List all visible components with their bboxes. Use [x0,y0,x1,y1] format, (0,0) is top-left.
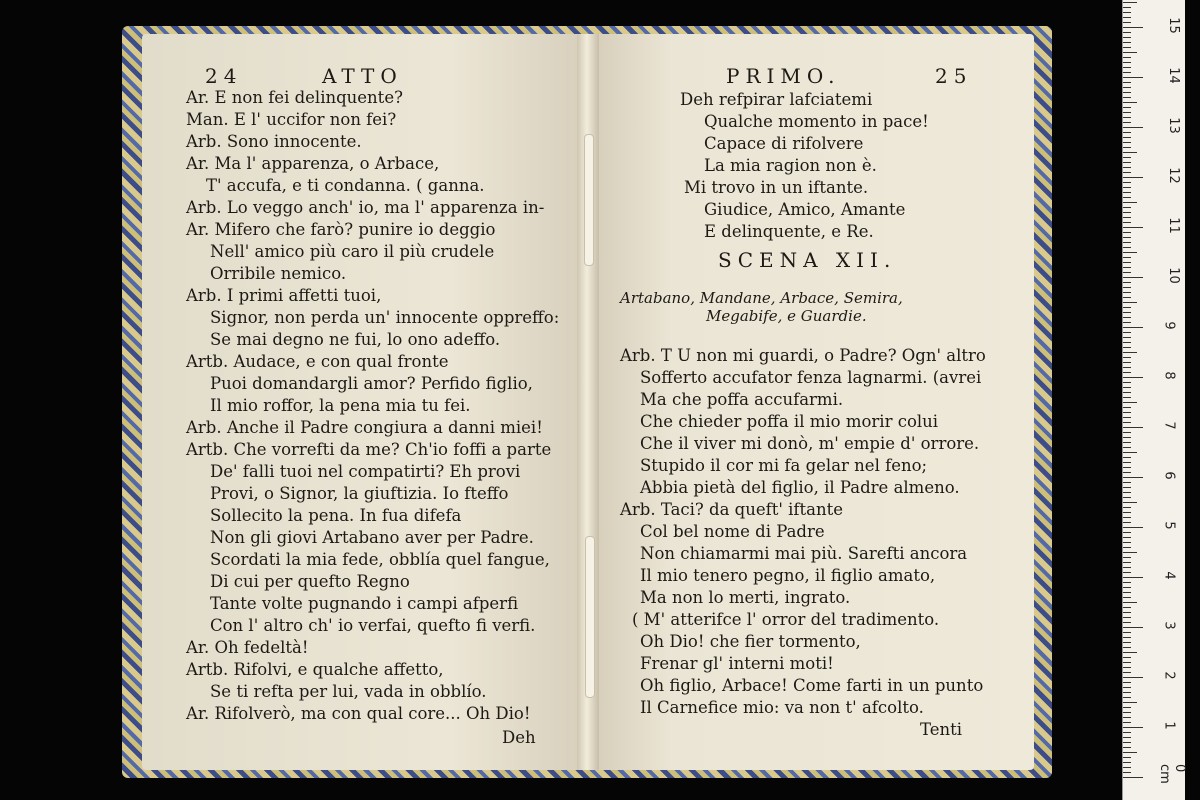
ruler-tick [1123,632,1131,633]
ruler-number: 11 [1165,217,1181,234]
ruler-tick [1123,737,1131,738]
ruler-tick [1123,322,1131,323]
ruler-number: 3 [1161,621,1177,630]
ruler-tick [1123,162,1131,163]
ruler-tick [1123,237,1131,238]
ruler-tick [1123,742,1131,743]
text-line: Nell' amico più caro il più crudele [210,242,495,261]
text-line: Arb. T U non mi guardi, o Padre? Ogn' altro [620,346,986,365]
text-line: Arb. Sono innocente. [186,132,362,151]
ruler-tick [1123,717,1131,718]
left-page-number: 24 [205,64,243,88]
ruler-tick [1123,502,1137,503]
ruler-tick [1123,507,1131,508]
text-line: Artb. Audace, e con qual fronte [186,352,449,371]
ruler-number: 2 [1161,671,1177,680]
ruler-number: 9 [1161,321,1177,330]
ruler-number: 5 [1161,521,1177,530]
ruler-tick [1123,12,1131,13]
text-line: Scordati la mia fede, obblía quel fangue, [210,550,550,569]
ruler-tick [1123,282,1131,283]
ruler-tick [1123,32,1131,33]
ruler-tick [1123,617,1131,618]
text-line: Tante volte pugnando i campi afperfi [210,594,519,613]
ruler-tick [1123,157,1131,158]
ruler-tick [1123,357,1131,358]
ruler-tick [1123,422,1131,423]
ruler-tick [1123,202,1137,203]
text-line: Ma non lo merti, ingrato. [640,588,851,607]
ruler-tick [1123,687,1131,688]
ruler-tick [1123,287,1131,288]
text-line: Di cui per quefto Regno [210,572,410,591]
ruler-number: 4 [1161,571,1177,580]
character-list: Artabano, Mandane, Arbace, Semira, [620,289,903,307]
ruler-tick [1123,572,1131,573]
text-line: Il Carnefice mio: va non t' afcolto. [640,698,924,717]
ruler-tick [1123,347,1131,348]
ruler-tick [1123,652,1137,653]
ruler-tick [1123,7,1131,8]
ruler-tick [1123,362,1131,363]
ruler-tick [1123,67,1131,68]
text-line: Arb. Lo veggo anch' io, ma l' apparenza in- [186,198,545,217]
text-line: Stupido il cor mi fa gelar nel feno; [640,456,928,475]
text-line: Oh figlio, Arbace! Come farti in un punto [640,676,984,695]
ruler-tick [1123,677,1143,678]
ruler-tick [1123,242,1131,243]
text-line: La mia ragion non è. [704,156,877,175]
right-page-number: 25 [935,64,973,88]
ruler-tick [1123,772,1131,773]
ruler-tick [1123,132,1131,133]
text-line: Provi, o Signor, la giuftizia. Io fteffo [210,484,509,503]
ruler-tick [1123,757,1131,758]
ruler-tick [1123,512,1131,513]
ruler-tick [1123,732,1131,733]
ruler-tick [1123,172,1131,173]
ruler-tick [1123,197,1131,198]
ruler-tick [1123,767,1131,768]
ruler-number: 8 [1161,371,1177,380]
ruler-tick [1123,397,1131,398]
ruler-tick [1123,472,1131,473]
ruler-tick [1123,622,1131,623]
ruler-tick [1123,277,1143,278]
ruler-tick [1123,467,1131,468]
ruler-tick [1123,532,1131,533]
ruler-tick [1123,137,1131,138]
ruler-tick [1123,587,1131,588]
ruler-tick [1123,307,1131,308]
ruler-tick [1123,402,1137,403]
ruler-tick [1123,117,1131,118]
text-line: Giudice, Amico, Amante [704,200,906,219]
ruler-tick [1123,672,1131,673]
measurement-ruler [1122,0,1185,800]
ruler-tick [1123,152,1137,153]
ruler-number: 15 [1165,17,1181,34]
ruler-tick [1123,62,1131,63]
ruler-tick [1123,707,1131,708]
ruler-tick [1123,557,1131,558]
scene-heading: SCENA XII. [718,248,897,272]
ruler-tick [1123,147,1131,148]
ruler-tick [1123,417,1131,418]
ruler-tick [1123,752,1137,753]
ruler-tick [1123,517,1131,518]
ruler-tick [1123,337,1131,338]
ruler-tick [1123,477,1143,478]
left-running-head: ATTO [322,64,403,88]
ruler-tick [1123,292,1131,293]
ruler-tick [1123,452,1137,453]
text-line: ( M' atterifce l' orror del tradimento. [632,610,940,629]
ruler-tick [1123,387,1131,388]
binding-thread [584,134,594,266]
ruler-tick [1123,167,1131,168]
catchword: Tenti [920,720,963,739]
ruler-tick [1123,522,1131,523]
text-line: Il mio roffor, la pena mia tu fei. [210,396,471,415]
ruler-tick [1123,627,1143,628]
ruler-tick [1123,392,1131,393]
ruler-tick [1123,412,1131,413]
ruler-tick [1123,267,1131,268]
ruler-tick [1123,217,1131,218]
ruler-tick [1123,577,1143,578]
ruler-tick [1123,52,1137,53]
ruler-tick [1123,727,1143,728]
text-line: Puoi domandargli amor? Perfido figlio, [210,374,533,393]
binding-thread [585,536,595,698]
right-running-head: PRIMO. [726,64,841,88]
ruler-tick [1123,597,1131,598]
text-line: Artb. Che vorrefti da me? Ch'io foffi a parte [186,440,552,459]
ruler-tick [1123,762,1131,763]
text-line: Se mai degno ne fui, lo ono adeffo. [210,330,501,349]
ruler-tick [1123,112,1131,113]
ruler-tick [1123,592,1131,593]
ruler-tick [1123,562,1131,563]
character-list: Megabife, e Guardie. [706,307,867,325]
ruler-number: 12 [1165,167,1181,184]
ruler-tick [1123,552,1137,553]
text-line: Arb. Anche il Padre congiura a danni miei! [186,418,543,437]
ruler-tick [1123,127,1143,128]
ruler-tick [1123,22,1131,23]
text-line: Che chieder poffa il mio morir colui [640,412,939,431]
ruler-tick [1123,447,1131,448]
ruler-tick [1123,312,1131,313]
ruler-tick [1123,657,1131,658]
ruler-tick [1123,42,1131,43]
ruler-number: 14 [1165,67,1181,84]
text-line: E delinquente, e Re. [704,222,874,241]
ruler-number: 7 [1161,421,1177,430]
ruler-tick [1123,92,1131,93]
text-line: Abbia pietà del figlio, il Padre almeno. [640,478,960,497]
text-line: Man. E l' uccifor non fei? [186,110,397,129]
text-line: Ar. Rifolverò, ma con qual core... Oh Dio! [186,704,531,723]
ruler-tick [1123,642,1131,643]
ruler-tick [1123,432,1131,433]
ruler-tick [1123,667,1131,668]
ruler-tick [1123,227,1143,228]
text-line: Arb. Taci? da queft' iftante [620,500,844,519]
ruler-tick [1123,37,1131,38]
ruler-tick [1123,692,1131,693]
text-line: Sollecito la pena. In fua difefa [210,506,462,525]
text-line: Qualche momento in pace! [704,112,929,131]
ruler-tick [1123,702,1137,703]
text-line: Oh Dio! che fier tormento, [640,632,861,651]
text-line: Ar. Ma l' apparenza, o Arbace, [186,154,440,173]
ruler-tick [1123,87,1131,88]
ruler-tick [1123,142,1131,143]
text-line: Ar. Oh fedeltà! [186,638,309,657]
ruler-tick [1123,647,1131,648]
ruler-tick [1123,662,1131,663]
catchword: Deh [502,728,536,747]
ruler-tick [1123,107,1131,108]
text-line: Deh refpirar lafciatemi [680,90,873,109]
text-line: Con l' altro ch' io verfai, quefto fi verfi. [210,616,536,635]
ruler-number: 10 [1165,267,1181,284]
ruler-tick [1123,27,1143,28]
ruler-tick [1123,192,1131,193]
ruler-tick [1123,222,1131,223]
text-line: Mi trovo in un iftante. [684,178,869,197]
ruler-tick [1123,682,1131,683]
ruler-tick [1123,492,1131,493]
ruler-tick [1123,567,1131,568]
ruler-tick [1123,352,1137,353]
ruler-tick [1123,377,1143,378]
ruler-tick [1123,252,1137,253]
ruler-tick [1123,712,1131,713]
ruler-tick [1123,582,1131,583]
ruler-tick [1123,97,1131,98]
text-line: T' accufa, e ti condanna. ( ganna. [206,176,485,195]
ruler-tick [1123,497,1131,498]
ruler-tick [1123,602,1137,603]
ruler-number: 0 cm [1157,764,1187,784]
text-line: Ma che poffa accufarmi. [640,390,844,409]
text-line: Sofferto accufator fenza lagnarmi. (avrei [640,368,982,387]
ruler-tick [1123,72,1131,73]
ruler-tick [1123,542,1131,543]
ruler-tick [1123,462,1131,463]
text-line: Arb. I primi affetti tuoi, [186,286,382,305]
text-line: Che il viver mi donò, m' empie d' orrore. [640,434,980,453]
ruler-tick [1123,302,1137,303]
ruler-tick [1123,547,1131,548]
ruler-tick [1123,82,1131,83]
ruler-tick [1123,17,1131,18]
ruler-tick [1123,177,1143,178]
ruler-tick [1123,722,1131,723]
ruler-tick [1123,537,1131,538]
ruler-tick [1123,442,1131,443]
ruler-tick [1123,272,1131,273]
text-line: Frenar gl' interni moti! [640,654,834,673]
ruler-tick [1123,187,1131,188]
ruler-tick [1123,207,1131,208]
ruler-tick [1123,607,1131,608]
text-line: De' falli tuoi nel compatirti? Eh provi [210,462,521,481]
ruler-tick [1123,57,1131,58]
ruler-tick [1123,487,1131,488]
text-line: Non chiamarmi mai più. Sarefti ancora [640,544,968,563]
ruler-tick [1123,437,1131,438]
ruler-tick [1123,317,1131,318]
ruler-tick [1123,697,1131,698]
text-line: Col bel nome di Padre [640,522,825,541]
ruler-tick [1123,482,1131,483]
text-line: Non gli giovi Artabano aver per Padre. [210,528,534,547]
ruler-tick [1123,637,1131,638]
ruler-tick [1123,122,1131,123]
ruler-tick [1123,612,1131,613]
ruler-tick [1123,77,1143,78]
ruler-tick [1123,297,1131,298]
text-line: Ar. Mifero che farò? punire io deggio [186,220,496,239]
text-line: Signor, non perda un' innocente oppreffo: [210,308,560,327]
ruler-tick [1123,262,1131,263]
ruler-tick [1123,257,1131,258]
ruler-tick [1123,382,1131,383]
ruler-tick [1123,2,1137,3]
ruler-tick [1123,747,1131,748]
ruler-tick [1123,212,1131,213]
ruler-tick [1123,367,1131,368]
ruler-tick [1123,527,1143,528]
ruler-tick [1123,247,1131,248]
ruler-tick [1123,102,1137,103]
text-line: Capace di rifolvere [704,134,864,153]
ruler-tick [1123,427,1143,428]
ruler-tick [1123,372,1131,373]
ruler-number: 13 [1165,117,1181,134]
ruler-tick [1123,457,1131,458]
ruler-tick [1123,407,1131,408]
text-line: Ar. E non fei delinquente? [186,88,403,107]
ruler-tick [1123,332,1131,333]
text-line: Se ti refta per lui, vada in obblío. [210,682,487,701]
ruler-tick [1123,182,1131,183]
text-line: Orribile nemico. [210,264,347,283]
ruler-tick [1123,47,1131,48]
ruler-number: 1 [1161,721,1177,730]
ruler-number: 6 [1161,471,1177,480]
ruler-tick [1123,342,1131,343]
ruler-tick [1123,232,1131,233]
text-line: Il mio tenero pegno, il figlio amato, [640,566,936,585]
ruler-tick [1123,327,1143,328]
ruler-tick [1123,777,1143,778]
text-line: Artb. Rifolvi, e qualche affetto, [186,660,444,679]
